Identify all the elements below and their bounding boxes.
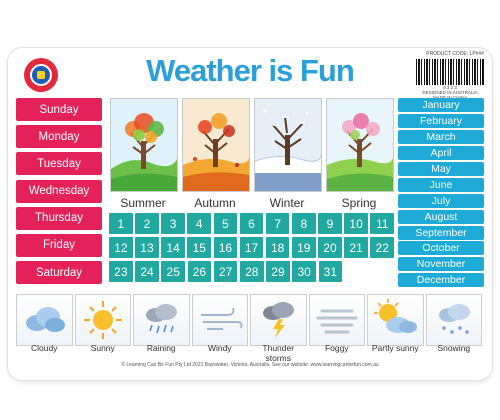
- calendar-day: 18: [266, 237, 290, 258]
- calendar-day: 7: [266, 213, 290, 234]
- month-april: April: [398, 146, 484, 160]
- product-code: PRODUCT CODE: LP###: [426, 51, 484, 57]
- spring-tree-icon: [327, 99, 393, 191]
- month-june: June: [398, 178, 484, 192]
- month-july: July: [398, 194, 484, 208]
- cloud-icon: [17, 295, 72, 345]
- calendar-day: 3: [161, 213, 185, 234]
- weather-tile-raining: [133, 294, 190, 346]
- summer-tree-icon: [111, 99, 177, 191]
- month-november: November: [398, 257, 484, 271]
- footer-credit: © Learning Can Be Fun Pty Ltd 2021 Bayswater, Victoria, Australia. See our website: www.learningcanbefun.com.au: [121, 362, 379, 368]
- weather-tile-cloudy: [16, 294, 73, 346]
- month-february: February: [398, 114, 484, 128]
- weather-row: [16, 294, 484, 346]
- calendar-day: 26: [188, 261, 212, 282]
- calendar-day: 21: [344, 237, 368, 258]
- weather-label-snowing: Snowing: [437, 343, 471, 353]
- calendar-day: 15: [187, 237, 211, 258]
- weather-tile-foggy: [309, 294, 366, 346]
- calendar-day: 31: [319, 261, 343, 282]
- calendar-day: 22: [370, 237, 394, 258]
- weather-label-windy: Windy: [207, 343, 232, 353]
- months-column: [398, 98, 484, 289]
- calendar-day: 4: [187, 213, 211, 234]
- day-wednesday: Wednesday: [16, 180, 102, 203]
- season-summer-picture: [110, 98, 178, 192]
- calendar-day: 24: [135, 261, 159, 282]
- calendar-day: 19: [292, 237, 316, 258]
- season-label-autumn: Autumn: [194, 196, 236, 210]
- calendar-day: 2: [135, 213, 159, 234]
- weather-labels: [16, 343, 484, 363]
- calendar-day: 13: [135, 237, 159, 258]
- weather-label-foggy: Foggy: [324, 343, 349, 353]
- rain-icon: [134, 295, 189, 345]
- partly-sunny-icon: [368, 295, 423, 345]
- day-monday: Monday: [16, 125, 102, 148]
- calendar-day: 16: [214, 237, 238, 258]
- weather-tile-windy: [192, 294, 249, 346]
- month-january: January: [398, 98, 484, 112]
- weather-label-cloudy: Cloudy: [31, 343, 58, 353]
- day-thursday: Thursday: [16, 207, 102, 230]
- weather-tile-snowing: [426, 294, 483, 346]
- month-august: August: [398, 210, 484, 224]
- month-september: September: [398, 226, 484, 240]
- season-label-spring: Spring: [341, 196, 377, 210]
- sun-icon: [76, 295, 131, 345]
- weather-tile-partly-sunny: [367, 294, 424, 346]
- snow-icon: [427, 295, 482, 345]
- day-tuesday: Tuesday: [16, 152, 102, 175]
- calendar-day: 20: [318, 237, 342, 258]
- calendar-day: 9: [318, 213, 342, 234]
- calendar-day: 17: [240, 237, 264, 258]
- thunderstorm-icon: [251, 295, 306, 345]
- calendar-day: 6: [240, 213, 264, 234]
- season-autumn-picture: [182, 98, 250, 192]
- calendar-day: 14: [161, 237, 185, 258]
- calendar-grid: [109, 213, 394, 285]
- calendar-row: [109, 237, 394, 258]
- calendar-day: 28: [240, 261, 264, 282]
- barcode-number: 9 3 2 3: [443, 85, 457, 90]
- calendar-day: 25: [161, 261, 185, 282]
- day-saturday: Saturday: [16, 261, 102, 284]
- page-title: Weather is Fun: [146, 53, 354, 88]
- season-winter-picture: [254, 98, 322, 192]
- calendar-day: 27: [214, 261, 238, 282]
- weather-tile-thunder-storms: [250, 294, 307, 346]
- calendar-row: [109, 261, 394, 282]
- calendar-day: 10: [344, 213, 368, 234]
- calendar-day: 23: [109, 261, 133, 282]
- barcode-note-1: DESIGNED IN AUSTRALIA: [422, 90, 478, 95]
- calendar-day: 29: [266, 261, 290, 282]
- calendar-day: 30: [292, 261, 316, 282]
- autumn-tree-icon: [183, 99, 249, 191]
- day-sunday: Sunday: [16, 98, 102, 121]
- winter-tree-icon: [255, 99, 321, 191]
- weather-label-thunder-storms: Thunder storms: [262, 343, 295, 363]
- season-spring-picture: [326, 98, 394, 192]
- calendar-row: [109, 213, 394, 234]
- weather-label-sunny: Sunny: [90, 343, 115, 353]
- weather-label-raining: Raining: [146, 343, 176, 353]
- season-label-summer: Summer: [120, 196, 166, 210]
- calendar-day: 1: [109, 213, 133, 234]
- month-may: May: [398, 162, 484, 176]
- season-label-winter: Winter: [269, 196, 305, 210]
- weather-label-partly-sunny: Partly sunny: [371, 343, 419, 353]
- wind-icon: [193, 295, 248, 345]
- month-october: October: [398, 241, 484, 255]
- calendar-day: 5: [214, 213, 238, 234]
- day-friday: Friday: [16, 234, 102, 257]
- month-december: December: [398, 273, 484, 287]
- weather-tile-sunny: [75, 294, 132, 346]
- calendar-day: 8: [292, 213, 316, 234]
- days-column: [16, 98, 102, 288]
- fog-icon: [310, 295, 365, 345]
- calendar-day: 12: [109, 237, 133, 258]
- calendar-day: 11: [370, 213, 394, 234]
- month-march: March: [398, 130, 484, 144]
